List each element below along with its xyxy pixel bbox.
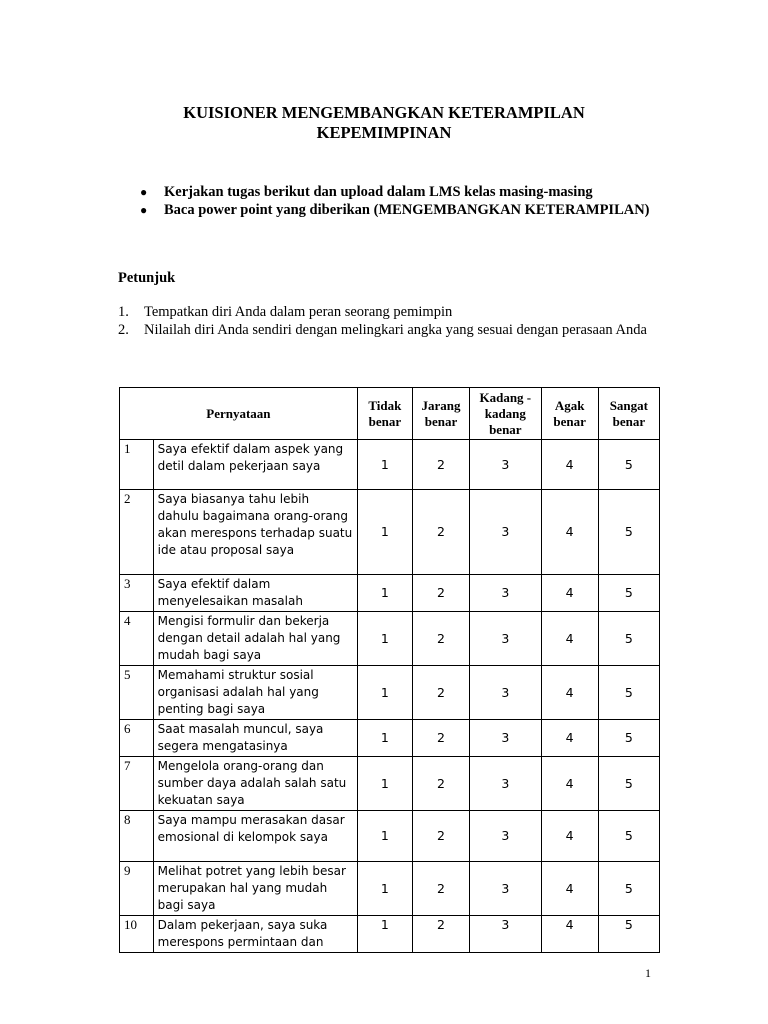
rating-option-3[interactable]: 3 bbox=[470, 757, 541, 811]
bullet-item bbox=[140, 201, 660, 219]
petunjuk-steps bbox=[118, 303, 658, 339]
row-statement: Saya mampu merasakan dasar emosional di kelompok saya bbox=[153, 811, 357, 862]
rating-option-4[interactable]: 4 bbox=[541, 490, 598, 575]
rating-option-1[interactable]: 1 bbox=[357, 720, 412, 757]
row-number: 9 bbox=[120, 862, 154, 916]
questionnaire-table bbox=[119, 387, 660, 953]
bullet-text: Kerjakan tugas berikut dan upload dalam LMS kelas masing-masing bbox=[164, 184, 593, 200]
row-statement: Melihat potret yang lebih besar merupakan hal yang mudah bagi saya bbox=[153, 862, 357, 916]
rating-option-1[interactable]: 1 bbox=[357, 612, 412, 666]
title-line-1: KUISIONER MENGEMBANGKAN KETERAMPILAN bbox=[183, 103, 585, 122]
table-row bbox=[120, 490, 660, 575]
rating-option-1[interactable]: 1 bbox=[357, 575, 412, 612]
rating-option-1[interactable]: 1 bbox=[357, 757, 412, 811]
rating-option-2[interactable]: 2 bbox=[412, 720, 469, 757]
rating-option-3[interactable]: 3 bbox=[470, 490, 541, 575]
rating-option-3[interactable]: 3 bbox=[470, 811, 541, 862]
row-statement: Dalam pekerjaan, saya suka merespons permintaan dan bbox=[153, 916, 357, 953]
bullet-item bbox=[140, 183, 660, 201]
bullet-text: Baca power point yang diberikan (MENGEMBANGKAN KETERAMPILAN) bbox=[164, 202, 650, 218]
rating-option-4[interactable]: 4 bbox=[541, 757, 598, 811]
header-pernyataan: Pernyataan bbox=[120, 388, 358, 440]
rating-option-3[interactable]: 3 bbox=[470, 575, 541, 612]
table-row bbox=[120, 575, 660, 612]
petunjuk-heading: Petunjuk bbox=[118, 270, 176, 286]
header-jarang-benar: Jarang benar bbox=[412, 388, 469, 440]
rating-option-5[interactable]: 5 bbox=[598, 720, 659, 757]
step-text: Tempatkan diri Anda dalam peran seorang pemimpin bbox=[144, 304, 453, 320]
header-agak-benar: Agak benar bbox=[541, 388, 598, 440]
rating-option-2[interactable]: 2 bbox=[412, 666, 469, 720]
table-row bbox=[120, 612, 660, 666]
table-row bbox=[120, 916, 660, 953]
rating-option-5[interactable]: 5 bbox=[598, 811, 659, 862]
rating-option-3[interactable]: 3 bbox=[470, 612, 541, 666]
rating-option-5[interactable]: 5 bbox=[598, 916, 659, 953]
instruction-bullets bbox=[140, 183, 660, 219]
rating-option-2[interactable]: 2 bbox=[412, 612, 469, 666]
table-header-row bbox=[120, 388, 660, 440]
row-number: 7 bbox=[120, 757, 154, 811]
table-row bbox=[120, 440, 660, 490]
rating-option-5[interactable]: 5 bbox=[598, 440, 659, 490]
step-number: 1. bbox=[118, 304, 129, 320]
rating-option-5[interactable]: 5 bbox=[598, 612, 659, 666]
rating-option-4[interactable]: 4 bbox=[541, 440, 598, 490]
rating-option-4[interactable]: 4 bbox=[541, 612, 598, 666]
header-kadang-benar: Kadang -kadang benar bbox=[470, 388, 541, 440]
bullet-icon: ● bbox=[140, 203, 148, 217]
page-number: 1 bbox=[645, 966, 651, 980]
rating-option-3[interactable]: 3 bbox=[470, 720, 541, 757]
row-number: 4 bbox=[120, 612, 154, 666]
rating-option-4[interactable]: 4 bbox=[541, 916, 598, 953]
rating-option-2[interactable]: 2 bbox=[412, 862, 469, 916]
rating-option-1[interactable]: 1 bbox=[357, 862, 412, 916]
rating-option-3[interactable]: 3 bbox=[470, 916, 541, 953]
rating-option-5[interactable]: 5 bbox=[598, 862, 659, 916]
rating-option-4[interactable]: 4 bbox=[541, 862, 598, 916]
rating-option-1[interactable]: 1 bbox=[357, 916, 412, 953]
row-statement: Saat masalah muncul, saya segera mengatasinya bbox=[153, 720, 357, 757]
row-statement: Saya biasanya tahu lebih dahulu bagaimana orang-orang akan merespons terhadap suatu ide atau proposal saya bbox=[153, 490, 357, 575]
row-number: 3 bbox=[120, 575, 154, 612]
table-row bbox=[120, 862, 660, 916]
header-sangat-benar: Sangat benar bbox=[598, 388, 659, 440]
rating-option-1[interactable]: 1 bbox=[357, 440, 412, 490]
row-statement: Saya efektif dalam menyelesaikan masalah bbox=[153, 575, 357, 612]
row-number: 5 bbox=[120, 666, 154, 720]
rating-option-2[interactable]: 2 bbox=[412, 440, 469, 490]
step-number: 2. bbox=[118, 322, 129, 338]
header-tidak-benar: Tidak benar bbox=[357, 388, 412, 440]
rating-option-1[interactable]: 1 bbox=[357, 811, 412, 862]
row-number: 2 bbox=[120, 490, 154, 575]
row-number: 8 bbox=[120, 811, 154, 862]
rating-option-2[interactable]: 2 bbox=[412, 490, 469, 575]
table-row bbox=[120, 811, 660, 862]
rating-option-5[interactable]: 5 bbox=[598, 490, 659, 575]
step-item bbox=[118, 321, 658, 339]
rating-option-1[interactable]: 1 bbox=[357, 666, 412, 720]
rating-option-5[interactable]: 5 bbox=[598, 757, 659, 811]
rating-option-2[interactable]: 2 bbox=[412, 575, 469, 612]
rating-option-4[interactable]: 4 bbox=[541, 720, 598, 757]
title-line-2: KEPEMIMPINAN bbox=[316, 123, 452, 142]
table-row bbox=[120, 757, 660, 811]
document-title bbox=[0, 103, 768, 143]
rating-option-2[interactable]: 2 bbox=[412, 811, 469, 862]
rating-option-4[interactable]: 4 bbox=[541, 666, 598, 720]
rating-option-4[interactable]: 4 bbox=[541, 575, 598, 612]
rating-option-2[interactable]: 2 bbox=[412, 916, 469, 953]
row-number: 1 bbox=[120, 440, 154, 490]
rating-option-2[interactable]: 2 bbox=[412, 757, 469, 811]
rating-option-5[interactable]: 5 bbox=[598, 666, 659, 720]
row-statement: Memahami struktur sosial organisasi adalah hal yang penting bagi saya bbox=[153, 666, 357, 720]
row-statement: Mengelola orang-orang dan sumber daya adalah salah satu kekuatan saya bbox=[153, 757, 357, 811]
row-number: 10 bbox=[120, 916, 154, 953]
rating-option-4[interactable]: 4 bbox=[541, 811, 598, 862]
row-statement: Saya efektif dalam aspek yang detil dalam pekerjaan saya bbox=[153, 440, 357, 490]
rating-option-5[interactable]: 5 bbox=[598, 575, 659, 612]
rating-option-3[interactable]: 3 bbox=[470, 666, 541, 720]
row-statement: Mengisi formulir dan bekerja dengan detail adalah hal yang mudah bagi saya bbox=[153, 612, 357, 666]
table-row bbox=[120, 720, 660, 757]
rating-option-3[interactable]: 3 bbox=[470, 440, 541, 490]
step-item bbox=[118, 303, 658, 321]
rating-option-3[interactable]: 3 bbox=[470, 862, 541, 916]
bullet-icon: ● bbox=[140, 185, 148, 199]
step-text: Nilailah diri Anda sendiri dengan melingkari angka yang sesuai dengan perasaan Anda bbox=[144, 322, 647, 338]
rating-option-1[interactable]: 1 bbox=[357, 490, 412, 575]
table-row bbox=[120, 666, 660, 720]
row-number: 6 bbox=[120, 720, 154, 757]
